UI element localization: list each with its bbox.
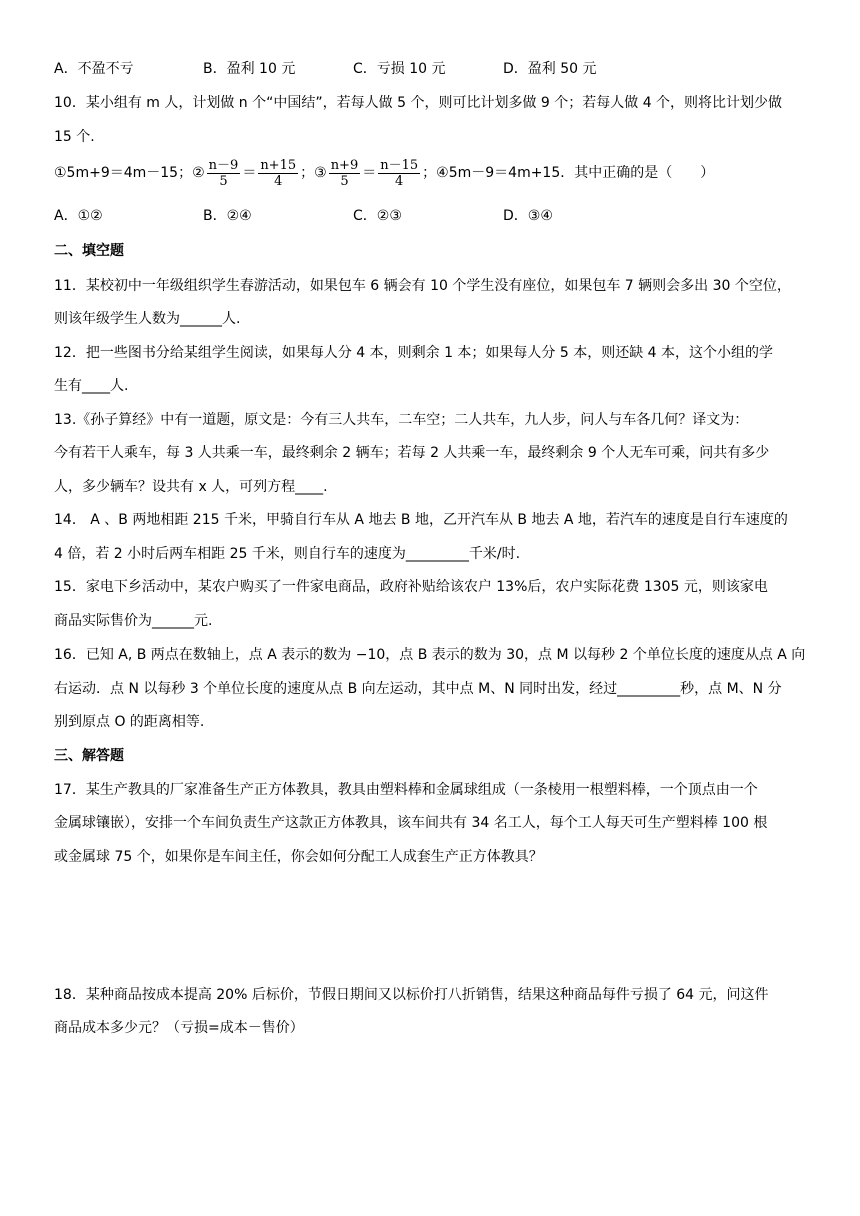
q10-fraction-4: $\frac{n-15}{4}$	[380, 157, 419, 189]
q10-eq-part-1: ①5m+9＝4m－15；②	[54, 165, 205, 181]
q10-eq-part-2: ；③	[300, 165, 327, 181]
q10-option-b: B．②④	[203, 208, 252, 224]
q12-line-1: 12．把一些图书分给某组学生阅读，如果每人分 4 本，则剩余 1 本；如果每人分 5 本，则还缺 4 本，这个小组的学	[54, 345, 774, 361]
q18-line-2: 商品成本多少元？（亏损=成本－售价）	[54, 1020, 304, 1036]
q9-option-d: D．盈利 50 元	[503, 61, 597, 77]
q15-line-2: 商品实际售价为______元.	[54, 613, 213, 629]
q15-line-1: 15．家电下乡活动中，某农户购买了一件家电商品，政府补贴给该农户 13%后，农户实际花费 1305 元，则该家电	[54, 579, 768, 595]
q10-eq-sign-2: ＝	[362, 165, 377, 181]
q17-line-1: 17．某生产教具的厂家准备生产正方体教具，教具由塑料棒和金属球组成（一条棱用一根塑料棒，一个顶点由一个	[54, 782, 758, 798]
q10-option-d: D．③④	[503, 208, 553, 224]
q10-equations	[54, 156, 714, 190]
q10-fraction-3: $\frac{n+9}{5}$	[330, 157, 359, 189]
q10-option-c: C．②③	[353, 208, 402, 224]
q9-option-a: A．不盈不亏	[54, 61, 134, 77]
section-fill-in-title: 二、填空题	[54, 243, 124, 259]
q10-eq-sign-1: ＝	[242, 165, 257, 181]
q10-option-a: A．①②	[54, 208, 103, 224]
q10-line-1: 10．某小组有 m 人，计划做 n 个“中国结”，若每人做 5 个，则可比计划多做 9 个；若每人做 4 个，则将比计划少做	[54, 95, 783, 111]
q16-line-3: 别到原点 O 的距离相等.	[54, 714, 205, 730]
q16-line-2: 右运动．点 N 以每秒 3 个单位长度的速度从点 B 向左运动，其中点 M、N 同时出发，经过_________秒，点 M、N 分	[54, 681, 782, 697]
q12-line-2: 生有____人.	[54, 378, 129, 394]
q18-line-1: 18．某种商品按成本提高 20% 后标价，节假日期间又以标价打八折销售，结果这种商品每件亏损了 64 元，问这件	[54, 987, 769, 1003]
q17-line-3: 或金属球 75 个，如果你是车间主任，你会如何分配工人成套生产正方体教具？	[54, 849, 543, 865]
q13-line-3: 人，多少辆车？设共有 x 人，可列方程____.	[54, 479, 328, 495]
q14-line-2: 4 倍，若 2 小时后两车相距 25 千米，则自行车的速度为_________千米/时.	[54, 546, 521, 562]
q10-fraction-2: $\frac{n+15}{4}$	[260, 157, 297, 189]
q14-line-1: 14． A 、B 两地相距 215 千米，甲骑自行车从 A 地去 B 地，乙开汽车从 B 地去 A 地，若汽车的速度是自行车速度的	[54, 512, 788, 528]
q11-line-2: 则该年级学生人数为______人.	[54, 311, 241, 327]
q11-line-1: 11．某校初中一年级组织学生春游活动，如果包车 6 辆会有 10 个学生没有座位，如果包车 7 辆则会多出 30 个空位，	[54, 278, 791, 294]
q10-line-2: 15 个.	[54, 129, 95, 145]
q17-line-2: 金属球镶嵌），安排一个车间负责生产这款正方体教具，该车间共有 34 名工人，每个工人每天可生产塑料棒 100 根	[54, 815, 768, 831]
q10-eq-part-3: ；④5m－9＝4m+15．其中正确的是（ ）	[422, 165, 715, 181]
q10-fraction-1: $\frac{n-9}{5}$	[208, 157, 239, 189]
q13-line-1: 13.《孙子算经》中有一道题，原文是：今有三人共车，二车空；二人共车，九人步，问人与车各几何？译文为：	[54, 412, 749, 428]
q16-line-1: 16．已知 A, B 两点在数轴上，点 A 表示的数为 −10，点 B 表示的数为 30，点 M 以每秒 2 个单位长度的速度从点 A 向	[54, 647, 806, 663]
q13-line-2: 今有若干人乘车，每 3 人共乘一车，最终剩余 2 辆车；若每 2 人共乘一车，最终剩余 9 个人无车可乘，问共有多少	[54, 445, 770, 461]
q9-option-b: B．盈利 10 元	[203, 61, 296, 77]
section-solve-title: 三、解答题	[54, 748, 124, 764]
q9-option-c: C．亏损 10 元	[353, 61, 446, 77]
